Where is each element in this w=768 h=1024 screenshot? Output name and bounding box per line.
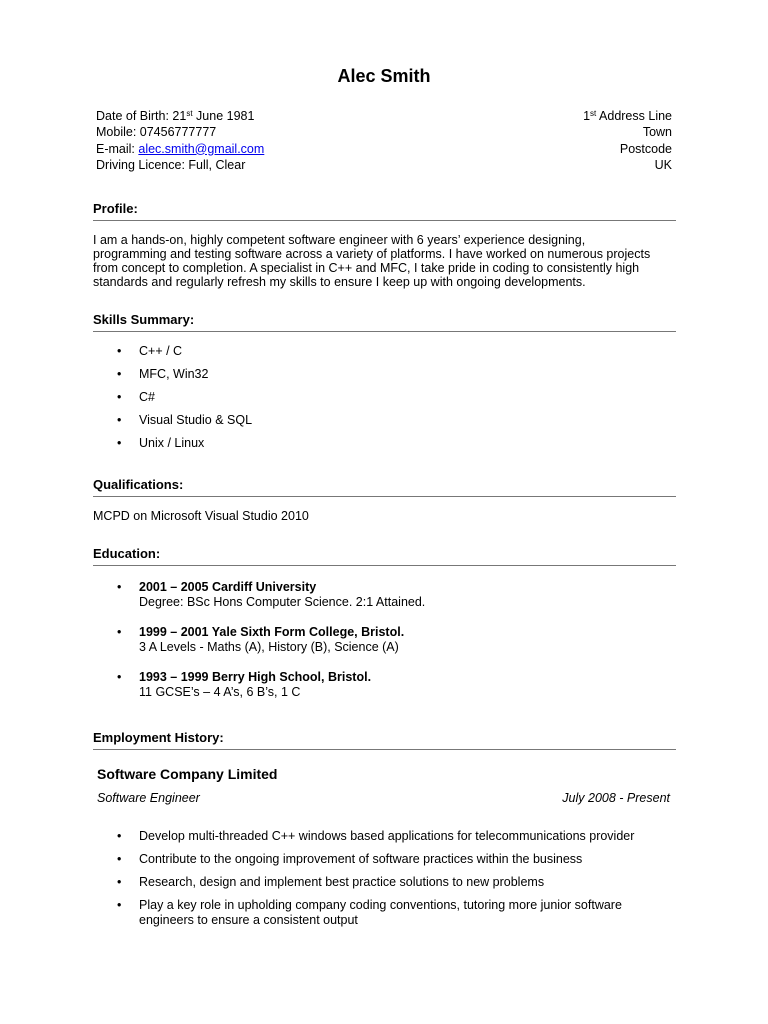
education-heading: Education:	[93, 546, 676, 566]
address-town: Town	[642, 125, 672, 140]
list-item: • Unix / Linux	[117, 436, 205, 450]
address-block	[583, 109, 672, 174]
employment-heading: Employment History:	[93, 730, 676, 750]
list-item: • 1993 – 1999 Berry High School, Bristol. 11 GCSE’s – 4 A’s, 6 B’s, 1 C	[117, 670, 372, 699]
profile-heading: Profile:	[93, 201, 676, 221]
mobile-number: Mobile: 07456777777	[96, 125, 217, 140]
driving-licence: Driving Licence: Full, Clear	[96, 157, 246, 172]
list-item: • 2001 – 2005 Cardiff University Degree: BSc Hons Computer Science. 2:1 Attained.	[117, 580, 426, 609]
skills-list	[117, 344, 252, 459]
address-postcode: Postcode	[619, 141, 672, 156]
address-country: UK	[654, 157, 672, 172]
email-link[interactable]: alec.smith@gmail.com	[138, 141, 265, 156]
skills-heading: Skills Summary:	[93, 312, 676, 332]
list-item: • MFC, Win32	[117, 367, 209, 381]
employment-dates: July 2008 - Present	[562, 791, 670, 805]
address-line: 1st Address Line	[583, 109, 672, 123]
contact-details	[96, 109, 264, 174]
list-item: • C++ / C	[117, 344, 183, 358]
qualification-item: MCPD on Microsoft Visual Studio 2010	[93, 509, 309, 523]
education-list	[117, 580, 425, 715]
list-item: • C#	[117, 390, 155, 404]
duties-list	[117, 829, 634, 928]
list-item: • Research, design and implement best practice solutions to new problems	[117, 875, 545, 889]
list-item: • Contribute to the ongoing improvement of software practices within the business	[117, 852, 583, 866]
profile-text: I am a hands-on, highly competent software engineer with 6 years’ experience designing, programming and testing software across a variety of platforms. I have worked on numerous projects from concept to completion. A specialist in C++ and MFC, I take pride in coding to consistently high standards and regularly refresh my skills to ensure I keep up with ongoing developments.	[93, 233, 651, 289]
list-item: • Visual Studio & SQL	[117, 413, 253, 427]
list-item: • Develop multi-threaded C++ windows based applications for telecommunications provider	[117, 829, 635, 843]
job-title: Software Engineer	[97, 791, 200, 805]
list-item: • 1999 – 2001 Yale Sixth Form College, Bristol. 3 A Levels - Maths (A), History (B), Science (A)	[117, 625, 405, 654]
candidate-name: Alec Smith	[337, 66, 431, 86]
qualifications-heading: Qualifications:	[93, 477, 676, 497]
list-item: • Play a key role in upholding company coding conventions, tutoring more junior software engineers to ensure a consistent output	[117, 898, 622, 927]
email-line: E-mail: alec.smith@gmail.com	[96, 141, 265, 156]
company-name: Software Company Limited	[97, 766, 278, 782]
date-of-birth: Date of Birth: 21st June 1981	[96, 109, 255, 123]
